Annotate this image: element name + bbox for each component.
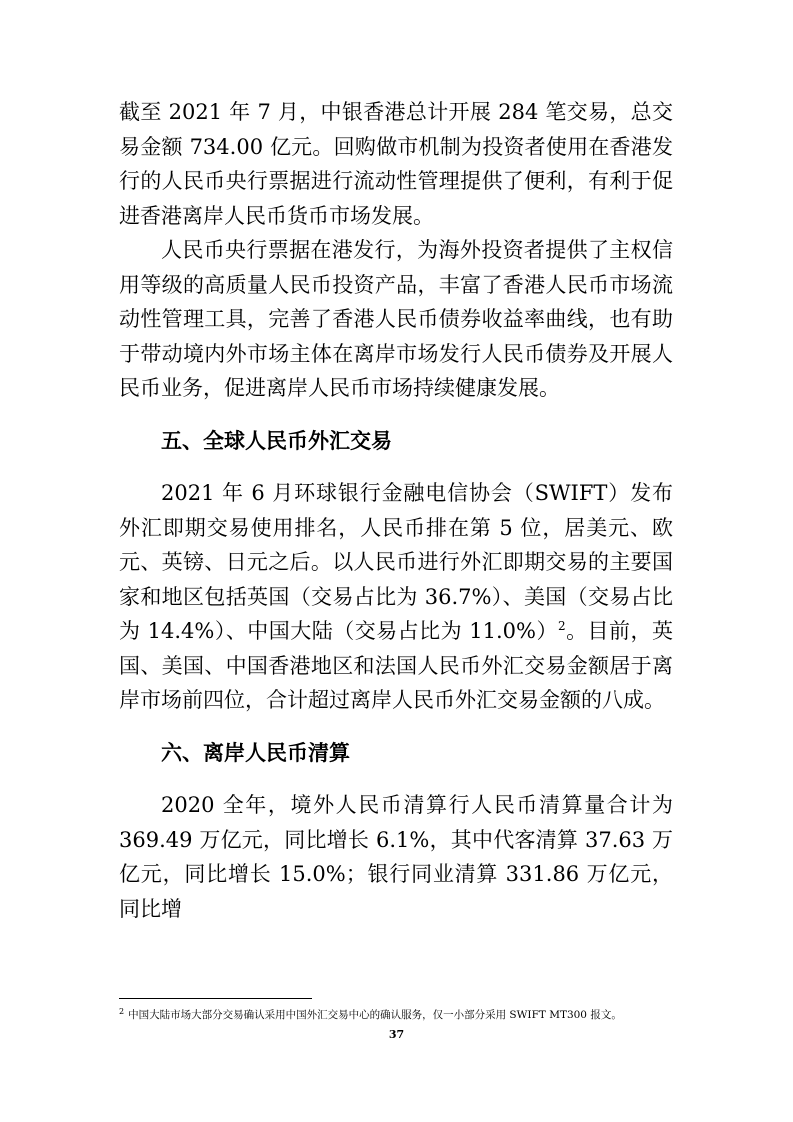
paragraph-central-bank-bill-repo: 截至 2021 年 7 月，中银香港总计开展 284 笔交易，总交易金额 734.00 亿元。回购做市机制为投资者使用在香港发行的人民币央行票据进行流动性管理提供了便利，有利于促进香港离岸人民币货币市场发展。 [119, 100, 673, 228]
footnote-number: 2 [119, 1006, 125, 1016]
section-heading-offshore-clearing: 六、离岸人民币清算 [161, 740, 350, 765]
paragraph-swift-fx-ranking [119, 476, 673, 718]
paragraph-swift-text-after: 。目前，英国、美国、中国香港地区和法国人民币外汇交易金额居于离岸市场前四位，合计超过离岸人民币外汇交易金额的八成。 [119, 619, 674, 712]
footnote-reference: 2 [557, 619, 566, 633]
paragraph-swift-text-before: 2021 年 6 月环球银行金融电信协会（SWIFT）发布外汇即期交易使用排名，人民币排在第 5 位，居美元、欧元、英镑、日元之后。以人民币进行外汇即期交易的主要国家和地区包括英国（交易占比为 36.7%）、美国（交易占比为 14.4%）、中国大陆（交易占比为 11.0%） [119, 481, 673, 643]
section-heading-global-fx-trading: 五、全球人民币外汇交易 [161, 428, 392, 453]
footnote-divider [119, 998, 312, 999]
page-content [119, 95, 673, 926]
page-number: 37 [388, 1028, 405, 1041]
footnote [119, 1008, 679, 1022]
paragraph-clearing-volume: 2020 全年，境外人民币清算行人民币清算量合计为 369.49 万亿元，同比增长 6.1%，其中代客清算 37.63 万亿元，同比增长 15.0%；银行同业清算 331.86 万亿元，同比增 [119, 793, 673, 921]
footnote-text: 中国大陆市场大部分交易确认采用中国外汇交易中心的确认服务，仅一小部分采用 SWIFT MT300 报文。 [128, 1009, 622, 1021]
paragraph-central-bank-bill-significance: 人民币央行票据在港发行，为海外投资者提供了主权信用等级的高质量人民币投资产品，丰富了香港人民币市场流动性管理工具，完善了香港人民币债券收益率曲线，也有助于带动境内外市场主体在离岸市场发行人民币债券及开展人民币业务，促进离岸人民币市场持续健康发展。 [119, 238, 673, 400]
